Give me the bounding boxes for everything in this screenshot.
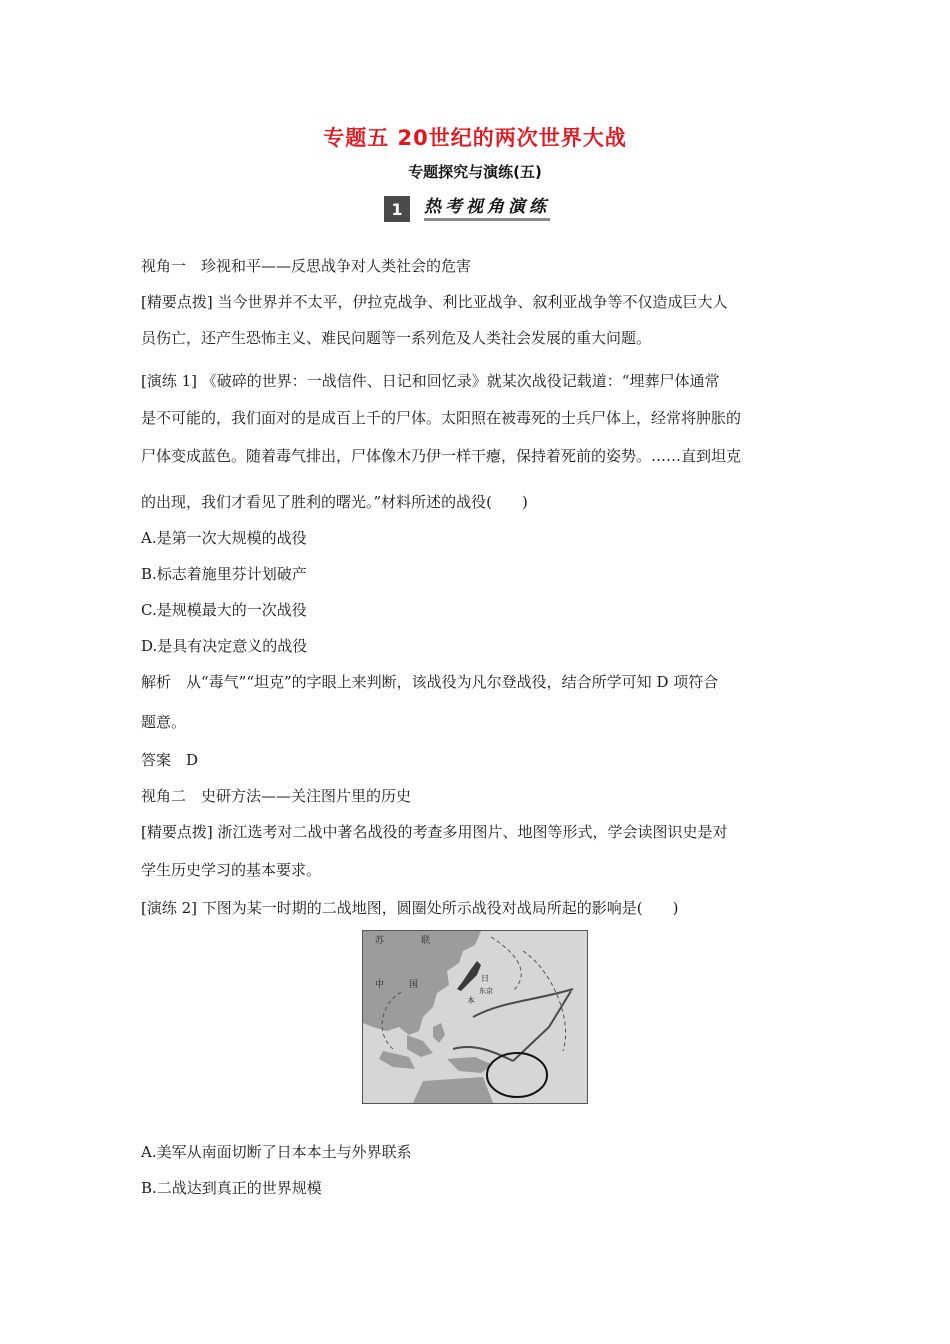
- text-line: 是不可能的，我们面对的是成百上千的尸体。太阳照在被毒死的士兵尸体上，经常将肿胀的: [141, 409, 742, 427]
- heading-perspective-1: 视角一 珍视和平——反思战争对人类社会的危害: [141, 257, 472, 275]
- text-line: [精要点拨] 浙江选考对二战中著名战役的考查多用图片、地图等形式，学会读图识史是对: [141, 823, 728, 841]
- option-a: A.是第一次大规模的战役: [141, 529, 307, 547]
- analysis-line: 解析 从“毒气”“坦克”的字眼上来判断，该战役为凡尔登战役，结合所学可知 D 项符合: [141, 673, 719, 691]
- analysis-line: 题意。: [141, 713, 187, 731]
- text-line: 学生历史学习的基本要求。: [141, 861, 322, 879]
- option-b: B.二战达到真正的世界规模: [141, 1179, 322, 1197]
- australia: [413, 1077, 493, 1103]
- answer-line: 答案 D: [141, 751, 199, 769]
- map-label: 中: [375, 980, 385, 990]
- option-c: C.是规模最大的一次战役: [141, 601, 307, 619]
- option-b: B.标志着施里芬计划破产: [141, 565, 307, 583]
- text-line: [精要点拨] 当今世界并不太平，伊拉克战争、利比亚战争、叙利亚战争等不仅造成巨大人: [141, 293, 728, 311]
- map-label: 联: [421, 936, 431, 946]
- text-line: 尸体变成蓝色。随着毒气排出，尸体像木乃伊一样干瘪，保持着死前的姿势。……直到坦克: [141, 447, 742, 465]
- section-label: 热考视角演练: [424, 197, 550, 221]
- map-label: 本: [467, 996, 475, 1005]
- section-number: 1: [384, 196, 410, 222]
- text-line: [演练 1] 《破碎的世界：一战信件、日记和回忆录》就某次战役记载道：“埋葬尸体通常: [141, 372, 720, 390]
- map-label: 东京: [479, 987, 493, 995]
- map-graphic: [363, 931, 587, 1103]
- map-label: 苏: [375, 936, 385, 946]
- page-title: 专题五 20世纪的两次世界大战: [323, 126, 627, 150]
- heading-perspective-2: 视角二 史研方法——关注图片里的历史: [141, 787, 412, 805]
- exercise-2-question: [演练 2] 下图为某一时期的二战地图，圆圈处所示战役对战局所起的影响是( ): [141, 899, 679, 917]
- section-badge: [384, 196, 568, 222]
- page-subtitle: 专题探究与演练(五): [408, 163, 542, 181]
- ww2-pacific-map: [362, 930, 588, 1104]
- text-line: 的出现，我们才看见了胜利的曙光。”材料所述的战役( ): [141, 493, 528, 511]
- text-line: 员伤亡，还产生恐怖主义、难民问题等一系列危及人类社会发展的重大问题。: [141, 329, 652, 347]
- option-a: A.美军从南面切断了日本本土与外界联系: [141, 1143, 412, 1161]
- map-label: 国: [409, 980, 419, 990]
- option-d: D.是具有决定意义的战役: [141, 637, 308, 655]
- map-label: 日: [481, 974, 489, 983]
